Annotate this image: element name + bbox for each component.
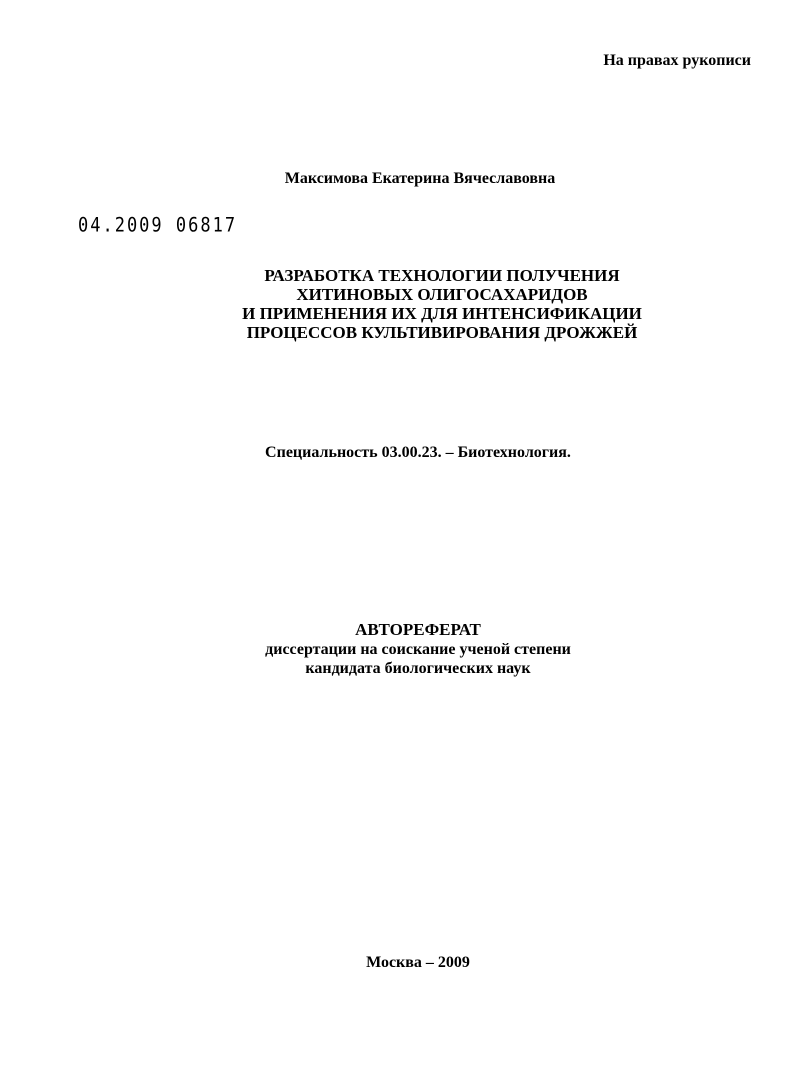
rights-notice: На правах рукописи <box>603 52 751 69</box>
archive-stamp: 04.2009 06817 <box>78 214 238 237</box>
specialty: Специальность 03.00.23. – Биотехнология. <box>265 444 571 461</box>
abstract-line: диссертации на соискание ученой степени <box>265 641 571 658</box>
title-line: ХИТИНОВЫХ ОЛИГОСАХАРИДОВ <box>296 285 588 304</box>
title-line: ПРОЦЕССОВ КУЛЬТИВИРОВАНИЯ ДРОЖЖЕЙ <box>246 323 638 342</box>
abstract-heading: АВТОРЕФЕРАТ <box>355 620 481 639</box>
abstract-block <box>0 620 799 678</box>
dissertation-title <box>0 266 799 342</box>
abstract-line: кандидата биологических наук <box>305 660 531 677</box>
city-year: Москва – 2009 <box>366 954 470 971</box>
title-line: И ПРИМЕНЕНИЯ ИХ ДЛЯ ИНТЕНСИФИКАЦИИ <box>242 304 642 323</box>
author-name: Максимова Екатерина Вячеславовна <box>284 170 556 187</box>
title-line: РАЗРАБОТКА ТЕХНОЛОГИИ ПОЛУЧЕНИЯ <box>264 266 620 285</box>
